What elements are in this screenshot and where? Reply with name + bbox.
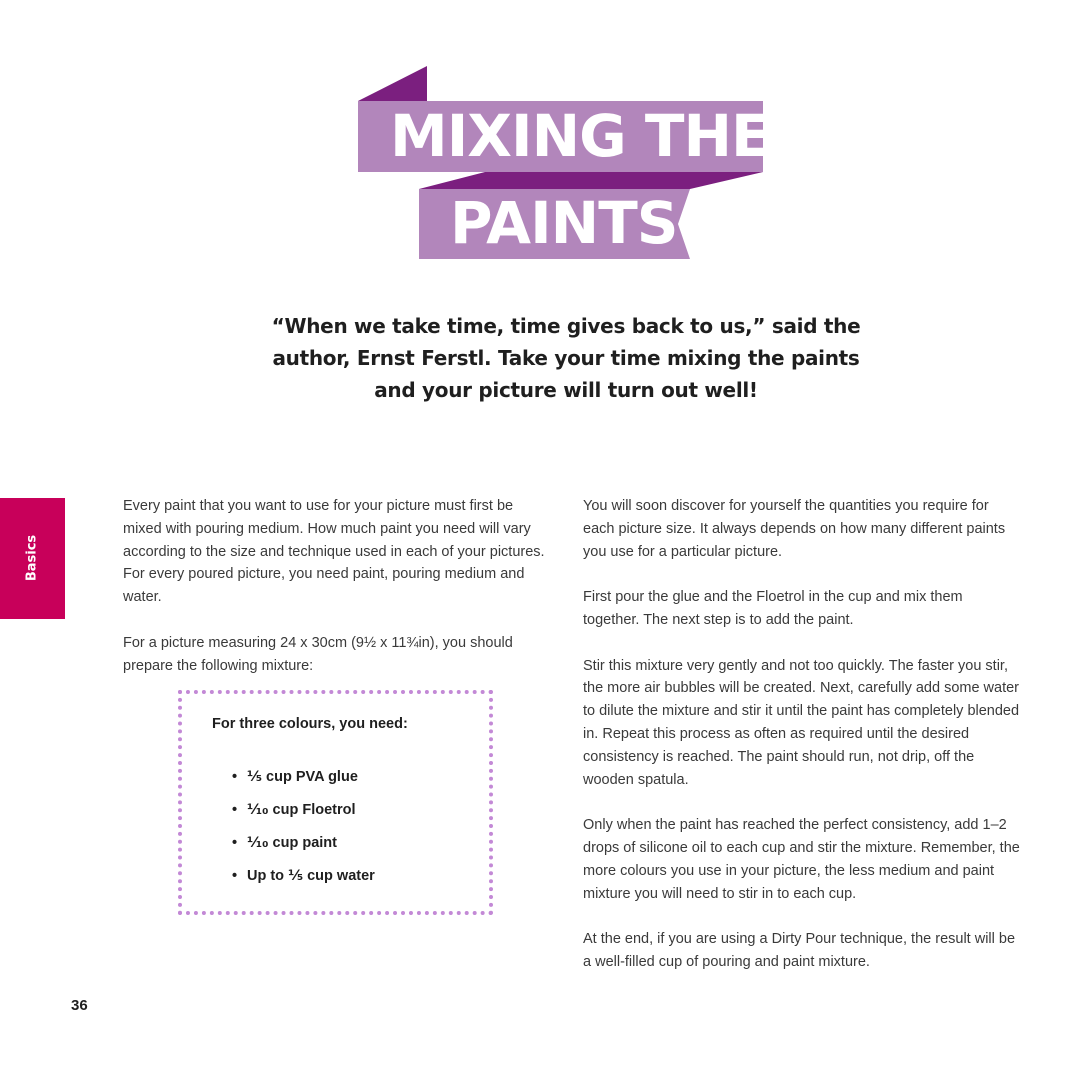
title-line-1: MIXING THE <box>390 102 770 170</box>
list-item: • ⅒ cup Floetrol <box>232 802 356 818</box>
paragraph: Stir this mixture very gently and not too quickly. The faster you stir, the more air bubbles will be created. Next, carefully add some water to dilute the mixture and stir it until the paint has completely blended in. Repeat this process as often as required until the desired consistency is reached. The paint should run, not drip, off the wooden spatula. <box>583 657 1020 788</box>
paragraph: You will soon discover for yourself the quantities you require for each picture size. It always depends on how many different paints you use for a particular picture. <box>583 498 1006 560</box>
paragraph: First pour the glue and the Floetrol in the cup and mix them together. The next step is to add the paint. <box>583 589 963 628</box>
title-line-2: PAINTS <box>450 189 678 257</box>
list-item-text: ⅒ cup paint <box>247 835 337 851</box>
list-item-text: ⅕ cup PVA glue <box>247 769 358 785</box>
page-number: 36 <box>71 997 88 1014</box>
right-column <box>583 495 1023 997</box>
paragraph: For a picture measuring 24 x 30cm (9½ x 11¾in), you should prepare the following mixture: <box>123 634 513 674</box>
list-item: • ⅕ cup PVA glue <box>232 769 358 785</box>
mixture-box <box>178 690 493 915</box>
paragraph: Only when the paint has reached the perfect consistency, add 1–2 drops of silicone oil to each cup and stir the mixture. Remember, the more colours you use in your picture, the less medium and paint mixture you will need to stir in to each cup. <box>583 817 1020 902</box>
left-column <box>123 495 553 700</box>
list-item: • ⅒ cup paint <box>232 835 337 851</box>
list-item-text: Up to ⅕ cup water <box>247 868 375 884</box>
list-item: • Up to ⅕ cup water <box>232 868 375 884</box>
section-tab <box>0 498 65 619</box>
mixture-list <box>232 766 375 898</box>
section-tab-label: Basics <box>24 534 40 582</box>
intro-quote: “When we take time, time gives back to us,” said the author, Ernst Ferstl. Take your time mixing the paints and your picture will turn out well! <box>271 314 861 402</box>
list-item-text: ⅒ cup Floetrol <box>247 802 356 818</box>
mixture-title: For three colours, you need: <box>212 716 408 732</box>
title-banner <box>0 0 1071 280</box>
paragraph: Every paint that you want to use for your picture must first be mixed with pouring medium. How much paint you need will vary according to the size and technique used in each of your pictures. For every poured picture, you need paint, pouring medium and water. <box>123 498 545 606</box>
paragraph: At the end, if you are using a Dirty Pour technique, the result will be a well-filled cup of pouring and paint mixture. <box>583 931 1016 970</box>
